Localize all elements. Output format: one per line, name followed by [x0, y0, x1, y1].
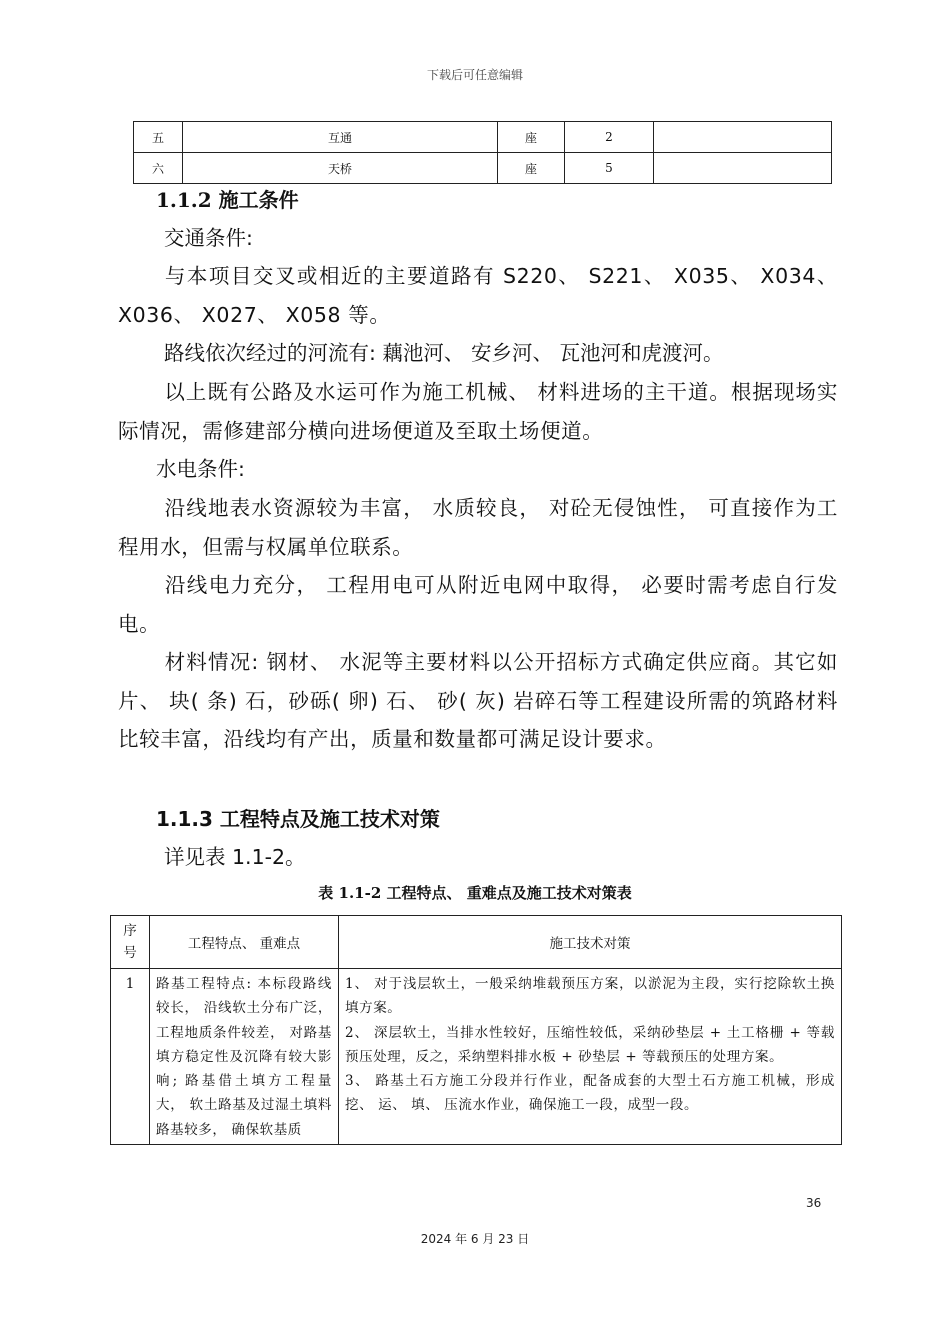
traffic-para-1	[118, 257, 838, 334]
table-caption: 表 1.1-2 工程特点、 重难点及施工技术对策表	[318, 884, 632, 902]
traffic-label: 交通条件:	[164, 226, 253, 250]
quantity: 2	[565, 122, 654, 153]
traffic-para-2	[118, 334, 838, 373]
traffic-text-2: 路线依次经过的河流有: 藕池河、 安乡河、 瓦池河和虎渡河。	[164, 341, 724, 365]
header-no: 序号	[111, 916, 150, 969]
row-number: 1	[111, 969, 150, 1145]
row-number: 五	[134, 122, 183, 153]
traffic-text-3: 以上既有公路及水运可作为施工机械、 材料进场的主干道。根据现场实际情况，需修建部分横向进场便道及至取土场便道。	[118, 380, 838, 443]
page-number: 36	[806, 1196, 822, 1210]
utilities-text-2: 沿线电力充分， 工程用电可从附近电网中取得， 必要时需考虑自行发电。	[118, 573, 838, 636]
item-name: 互通	[183, 122, 498, 153]
see-table-para	[118, 838, 838, 877]
traffic-label-para	[118, 219, 838, 258]
summary-table	[133, 121, 832, 184]
utilities-label: 水电条件:	[156, 457, 245, 481]
page-header: 下载后可任意编辑	[426, 68, 523, 82]
utilities-para-3	[118, 643, 838, 759]
unit: 座	[498, 153, 565, 184]
note	[654, 153, 832, 184]
section-heading-1-1-3: 1.1.3 工程特点及施工技术对策	[156, 807, 440, 831]
utilities-text-1: 沿线地表水资源较为丰富， 水质较良， 对砼无侵蚀性， 可直接作为工程用水，但需与权属单位联系。	[118, 496, 838, 559]
utilities-text-3: 材料情况: 钢材、 水泥等主要材料以公开招标方式确定供应商。其它如片、 块( 条) 石，砂砾( 卵) 石、 砂( 灰) 岩碎石等工程建设所需的筑路材料比较丰富，沿线均有产出，质量和数量都可满足设计要求。	[118, 650, 838, 751]
table-row	[111, 969, 842, 1145]
table-row	[134, 153, 832, 184]
header-measure: 施工技术对策	[339, 916, 842, 969]
utilities-para-2	[118, 566, 838, 643]
footer-date: 2024 年 6 月 23 日	[420, 1232, 530, 1246]
utilities-para-1	[118, 489, 838, 566]
quantity: 5	[565, 153, 654, 184]
row-number: 六	[134, 153, 183, 184]
traffic-text-1: 与本项目交叉或相近的主要道路有 S220、 S221、 X035、 X034、X036、 X027、 X058 等。	[118, 264, 838, 327]
measure-item: 1、 对于浅层软土，一般采纳堆载预压方案，以淤泥为主段，实行挖除软土换填方案。	[345, 976, 835, 1017]
note	[654, 122, 832, 153]
table-row	[134, 122, 832, 153]
measure-item: 3、 路基土石方施工分段并行作业，配备成套的大型土石方施工机械，形成挖、 运、 填、 压流水作业，确保施工一段，成型一段。	[345, 1073, 835, 1114]
feature-cell: 路基工程特点: 本标段路线较长， 沿线软土分布广泛， 工程地质条件较差， 对路基填方稳定性及沉降有较大影响; 路基借土填方工程量大， 软土路基及过湿土填料路基较多， 确保软基质	[150, 969, 339, 1145]
section-heading-1-1-2: 1.1.2 施工条件	[156, 188, 299, 212]
unit: 座	[498, 122, 565, 153]
measure-item: 2、 深层软土，当排水性较好，压缩性较低，采纳砂垫层 + 土工格栅 + 等载预压处理，反之，采纳塑料排水板 + 砂垫层 + 等载预压的处理方案。	[345, 1024, 835, 1065]
item-name: 天桥	[183, 153, 498, 184]
see-table-text: 详见表 1.1-2。	[164, 845, 306, 869]
measure-cell	[339, 969, 842, 1145]
traffic-para-3	[118, 373, 838, 450]
header-feature: 工程特点、 重难点	[150, 916, 339, 969]
features-table	[110, 915, 842, 1145]
table-header-row	[111, 916, 842, 969]
